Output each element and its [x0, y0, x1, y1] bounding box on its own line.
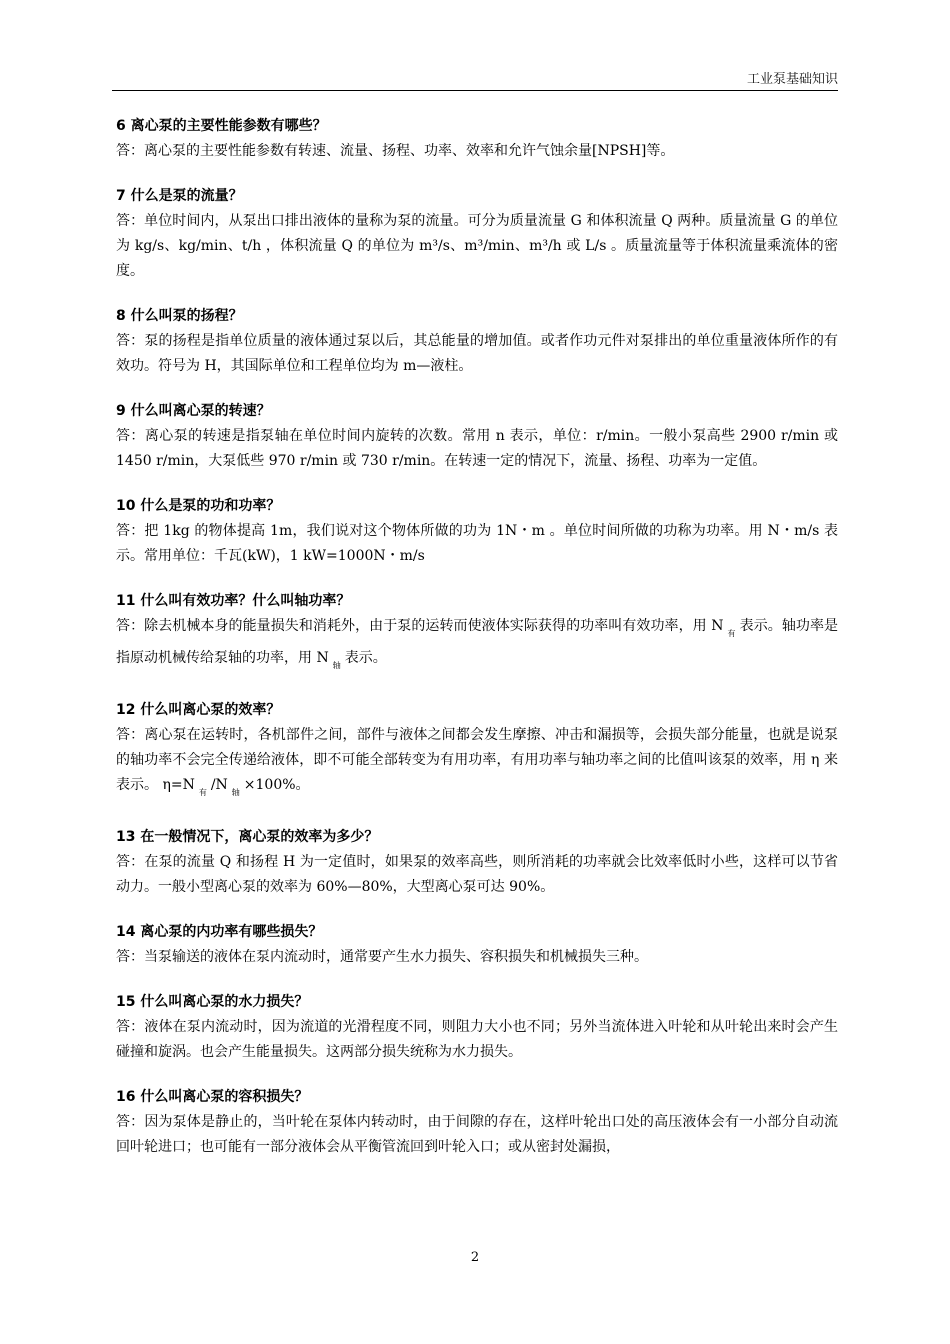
subscript: 轴	[332, 661, 341, 670]
answer-text	[116, 329, 838, 379]
qa-item-7	[116, 184, 838, 284]
answer-text-run: 答：泵的扬程是指单位质量的液体通过泵以后，其总能量的增加值。或者作功元件对泵排出的单位重量液体所作的有效功。符号为 H，其国际单位和工程单位均为 m—液柱。	[116, 333, 838, 374]
question-heading: 15 什么叫离心泵的水力损失？	[116, 994, 309, 1010]
qa-item-9	[116, 399, 838, 474]
answer-text-run: 答：液体在泵内流动时，因为流道的光滑程度不同，则阻力大小也不同；另外当流体进入叶轮和从叶轮出来时会产生碰撞和旋涡。也会产生能量损失。这两部分损失统称为水力损失。	[116, 1019, 838, 1060]
answer-text	[116, 139, 838, 164]
answer-text	[116, 723, 838, 805]
question-heading: 10 什么是泵的功和功率？	[116, 498, 281, 514]
answer-text	[116, 1110, 838, 1160]
subscript: 轴	[231, 788, 240, 797]
question-heading: 13 在一般情况下，离心泵的效率为多少？	[116, 829, 379, 845]
answer-text-run: 答：离心泵的转速是指泵轴在单位时间内旋转的次数。常用 n 表示，单位：r/min。一般小泵高些 2900 r/min 或 1450 r/min，大泵低些 970 r/min 或 730 r/min。在转速一定的情况下，流量、扬程、功率为一定值。	[116, 428, 838, 469]
answer-text	[116, 945, 838, 970]
answer-text	[116, 614, 838, 678]
question-heading: 14 离心泵的内功率有哪些损失？	[116, 924, 323, 940]
answer-text-run: 表示。轴功率是指原动机械传给泵轴的功率，用 N	[116, 618, 839, 666]
qa-item-8	[116, 304, 838, 379]
question-heading: 8 什么叫泵的扬程？	[116, 308, 243, 324]
answer-text-run: 答：离心泵的主要性能参数有转速、流量、扬程、功率、效率和允许气蚀余量[NPSH]等。	[116, 143, 675, 159]
question-heading: 9 什么叫离心泵的转速？	[116, 403, 271, 419]
subscript: 有	[198, 788, 207, 797]
qa-item-15	[116, 990, 838, 1065]
question-heading: 6 离心泵的主要性能参数有哪些？	[116, 118, 327, 134]
answer-text-run: 答：离心泵在运转时，各机部件之间，部件与液体之间都会发生摩擦、冲击和漏损等，会损失部分能量，也就是说泵的轴功率不会完全传递给液体，即不可能全部转变为有用功率，有用功率与轴功率之间的比值叫该泵的效率，用 η 来表示。 η=N	[116, 727, 838, 793]
answer-text-run: 答：单位时间内，从泵出口排出液体的量称为泵的流量。可分为质量流量 G 和体积流量 Q 两种。质量流量 G 的单位为 kg/s、kg/min、t/h ，体积流量 Q 的单位为 m³/s、m³/min、m³/h 或 L/s 。质量流量等于体积流量乘流体的密度。	[116, 213, 838, 279]
answer-text	[116, 519, 838, 569]
subscript: 有	[727, 629, 736, 638]
header-title: 工业泵基础知识	[746, 72, 838, 87]
answer-text-run: 答：把 1kg 的物体提高 1m，我们说对这个物体所做的功为 1N・m 。单位时间所做的功称为功率。用 N・m/s 表示。常用单位：千瓦(kW)，1 kW=1000N・m/s	[116, 523, 838, 564]
answer-text-run: 答：在泵的流量 Q 和扬程 H 为一定值时，如果泵的效率高些，则所消耗的功率就会比效率低时小些，这样可以节省动力。一般小型离心泵的效率为 60%—80%，大型离心泵可达 90%。	[116, 854, 838, 895]
qa-item-12	[116, 698, 838, 805]
answer-text-run: ×100%。	[243, 777, 310, 793]
qa-item-11	[116, 589, 838, 678]
answer-text-run: /N	[210, 777, 228, 793]
question-heading: 12 什么叫离心泵的效率？	[116, 702, 281, 718]
answer-text	[116, 424, 838, 474]
answer-text	[116, 1015, 838, 1065]
answer-text-run: 答：当泵输送的液体在泵内流动时，通常要产生水力损失、容积损失和机械损失三种。	[116, 949, 648, 965]
question-heading: 11 什么叫有效功率？什么叫轴功率？	[116, 593, 351, 609]
page-number: 2	[470, 1250, 480, 1265]
answer-text-run: 答：除去机械本身的能量损失和消耗外，由于泵的运转而使液体实际获得的功率叫有效功率，用 N	[116, 618, 724, 634]
answer-text-run: 答：因为泵体是静止的，当叶轮在泵体内转动时，由于间隙的存在，这样叶轮出口处的高压液体会有一小部分自动流回叶轮进口；也可能有一部分液体会从平衡管流回到叶轮入口；或从密封处漏损，	[116, 1114, 838, 1155]
qa-item-14	[116, 920, 838, 970]
header-rule	[112, 90, 838, 91]
qa-item-13	[116, 825, 838, 900]
qa-item-10	[116, 494, 838, 569]
answer-text	[116, 850, 838, 900]
question-heading: 16 什么叫离心泵的容积损失？	[116, 1089, 309, 1105]
question-heading: 7 什么是泵的流量？	[116, 188, 243, 204]
document-body	[116, 114, 838, 1180]
qa-item-16	[116, 1085, 838, 1160]
answer-text	[116, 209, 838, 284]
qa-item-6	[116, 114, 838, 164]
answer-text-run: 表示。	[344, 650, 387, 666]
